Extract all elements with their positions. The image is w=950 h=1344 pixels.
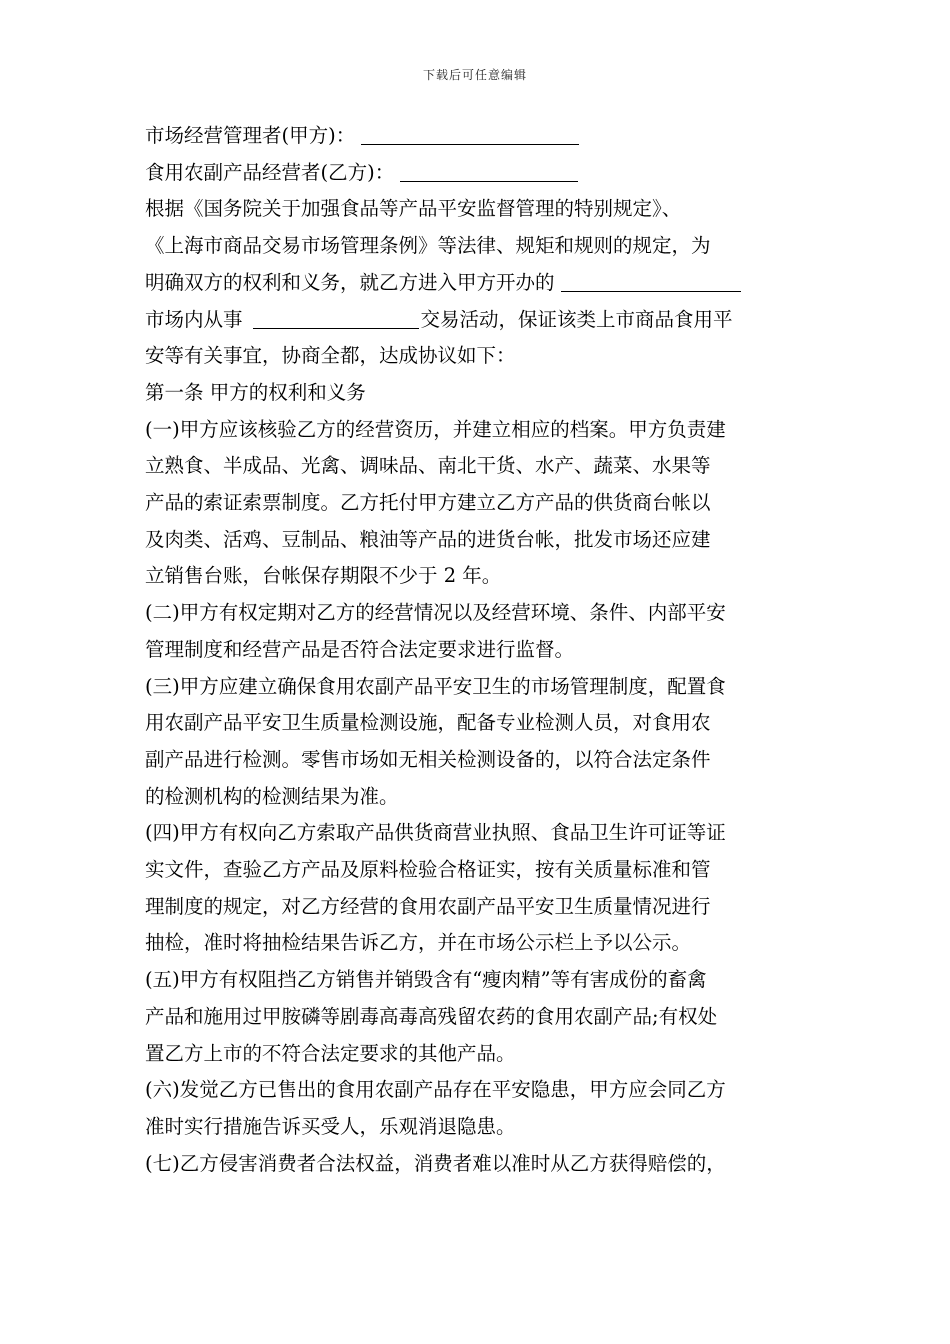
text-line: (一)甲方应该核验乙方的经营资历，并建立相应的档案。甲方负责建 bbox=[145, 417, 726, 441]
trade-line bbox=[145, 302, 807, 339]
text-line: 立销售台账，台帐保存期限不少于 2 年。 bbox=[145, 564, 502, 588]
text-line: 产品和施用过甲胺磷等剧毒高毒高残留农药的食用农副产品;有权处 bbox=[145, 1004, 718, 1028]
text-segment: 市场内从事 bbox=[145, 307, 243, 331]
text-line: 的检测机构的检测结果为准。 bbox=[145, 784, 399, 808]
text-segment: 交易活动，保证该类上市商品食用平 bbox=[420, 307, 733, 331]
text-line: 《上海市商品交易市场管理条例》等法律、规矩和规则的规定，为 bbox=[145, 234, 711, 258]
party-b-line bbox=[145, 155, 807, 192]
text-line: 产品的索证索票制度。乙方托付甲方建立乙方产品的供货商台帐以 bbox=[145, 491, 711, 515]
text-line: (六)发觉乙方已售出的食用农副产品存在平安隐患，甲方应会同乙方 bbox=[145, 1078, 726, 1102]
text-line: (二)甲方有权定期对乙方的经营情况以及经营环境、条件、内部平安 bbox=[145, 601, 726, 625]
text-line: 用农副产品平安卫生质量检测设施，配备专业检测人员，对食用农 bbox=[145, 711, 711, 735]
article-heading: 第一条 甲方的权利和义务 bbox=[145, 380, 366, 404]
text-line: 准时实行措施告诉买受人，乐观消退隐患。 bbox=[145, 1114, 516, 1138]
text-line: (三)甲方应建立确保食用农副产品平安卫生的市场管理制度，配置食 bbox=[145, 674, 726, 698]
contract-body bbox=[145, 118, 807, 1182]
text-line: 根据《国务院关于加强食品等产品平安监督管理的特别规定》、 bbox=[145, 197, 682, 221]
party-b-label: 食用农副产品经营者(乙方)： bbox=[145, 160, 395, 184]
text-line: (五)甲方有权阻挡乙方销售并销毁含有“瘦肉精”等有害成份的畜禽 bbox=[145, 968, 707, 992]
party-a-line bbox=[145, 118, 807, 155]
text-line: 理制度的规定，对乙方经营的食用农副产品平安卫生质量情况进行 bbox=[145, 894, 711, 918]
party-b-blank bbox=[400, 159, 578, 182]
trade-type-blank bbox=[253, 306, 419, 329]
text-line: 管理制度和经营产品是否符合法定要求进行监督。 bbox=[145, 637, 575, 661]
page-header: 下载后可任意编辑 bbox=[422, 68, 527, 82]
text-line: 立熟食、半成品、光禽、调味品、南北干货、水产、蔬菜、水果等 bbox=[145, 454, 711, 478]
text-line: 安等有关事宜，协商全都，达成协议如下： bbox=[145, 344, 516, 368]
market-name-blank bbox=[561, 269, 741, 292]
party-a-label: 市场经营管理者(甲方)： bbox=[145, 124, 356, 147]
text-segment: 明确双方的权利和义务，就乙方进入甲方开办的 bbox=[145, 270, 555, 294]
text-line: 抽检，准时将抽检结果告诉乙方，并在市场公示栏上予以公示。 bbox=[145, 931, 692, 955]
text-line: 实文件，查验乙方产品及原料检验合格证实，按有关质量标准和管 bbox=[145, 858, 711, 882]
text-line: 副产品进行检测。零售市场如无相关检测设备的，以符合法定条件 bbox=[145, 747, 711, 771]
market-line bbox=[145, 265, 807, 302]
party-a-blank bbox=[361, 122, 579, 145]
text-line: 置乙方上市的不符合法定要求的其他产品。 bbox=[145, 1041, 516, 1065]
text-line: 及肉类、活鸡、豆制品、粮油等产品的进货台帐，批发市场还应建 bbox=[145, 527, 711, 551]
text-line: (四)甲方有权向乙方索取产品供货商营业执照、食品卫生许可证等证 bbox=[145, 821, 726, 845]
text-line: (七)乙方侵害消费者合法权益，消费者难以准时从乙方获得赔偿的， bbox=[145, 1151, 726, 1175]
